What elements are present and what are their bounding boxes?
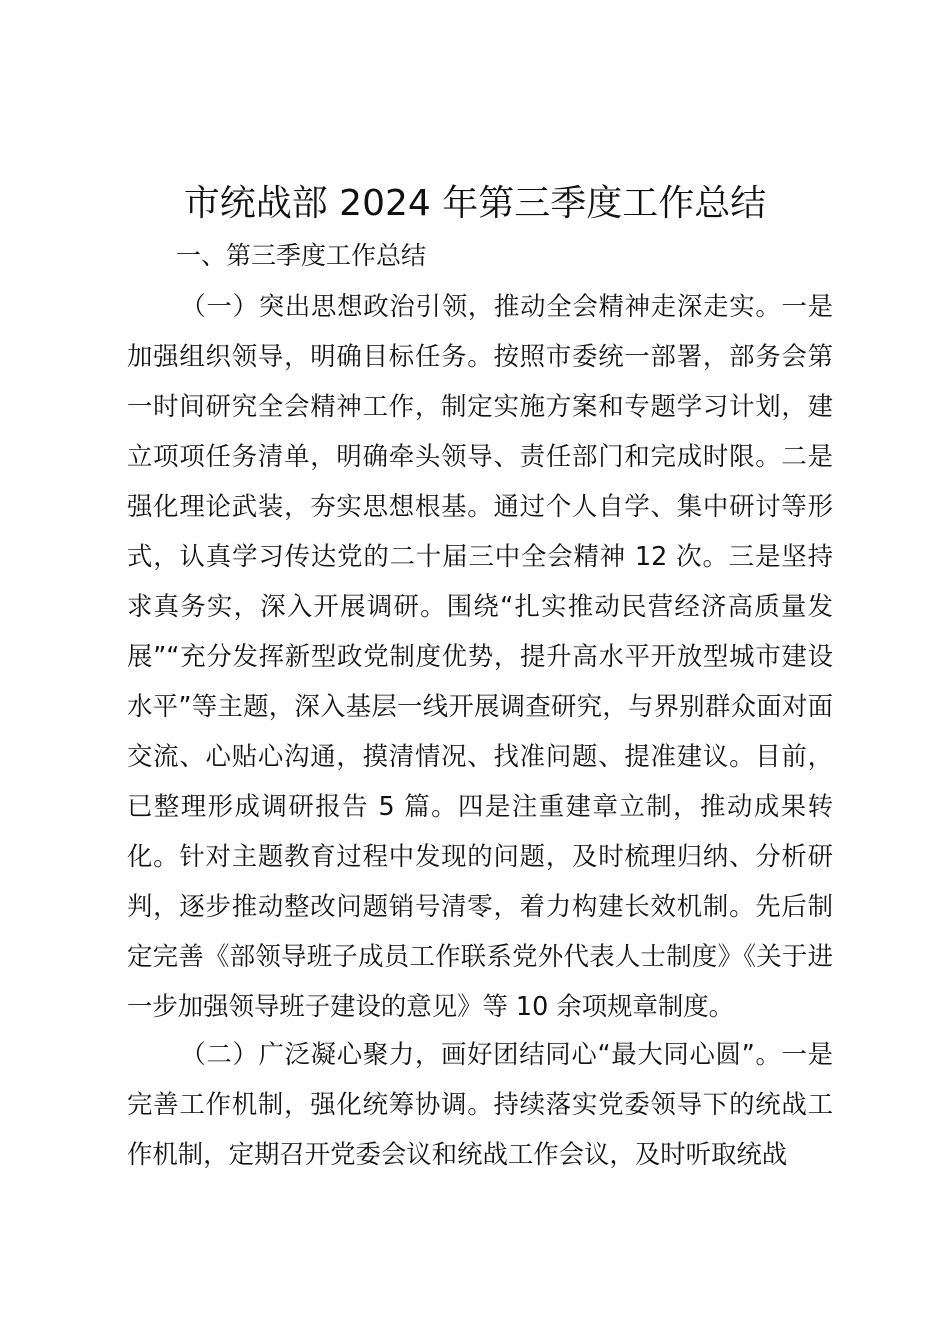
document-title: 市统战部 2024 年第三季度工作总结 — [183, 183, 767, 224]
paragraph-1: （一）突出思想政治引领，推动全会精神走深走实。一是加强组织领导，明确目标任务。按照市委统一部署，部务会第一时间研究全会精神工作，制定实施方案和专题学习计划，建立项项任务清单，明确牵头领导、责任部门和完成时限。二是强化理论武装，夯实思想根基。通过个人自学、集中研讨等形式，认真学习传达党的二十届三中全会精神 12 次。三是坚持求真务实，深入开展调研。围绕“扎实推动民营经济高质量发展”“充分发挥新型政党制度优势，提升高水平开放型城市建设水平”等主题，深入基层一线开展调查研究，与界别群众面对面交流、心贴心沟通，摸清情况、找准问题、提准建议。目前，已整理形成调研报告 5 篇。四是注重建章立制，推动成果转化。针对主题教育过程中发现的问题，及时梳理归纳、分析研判，逐步推动整改问题销号清零，着力构建长效机制。先后制定完善《部领导班子成员工作联系党外代表人士制度》《关于进一步加强领导班子建设的意见》等 10 余项规章制度。 — [127, 291, 833, 1021]
paragraph-2: （二）广泛凝心聚力，画好团结同心“最大同心圆”。一是完善工作机制，强化统筹协调。持续落实党委领导下的统战工作机制，定期召开党委会议和统战工作会议，及时听取统战 — [127, 1039, 833, 1169]
section-heading: 一、第三季度工作总结 — [176, 241, 427, 270]
